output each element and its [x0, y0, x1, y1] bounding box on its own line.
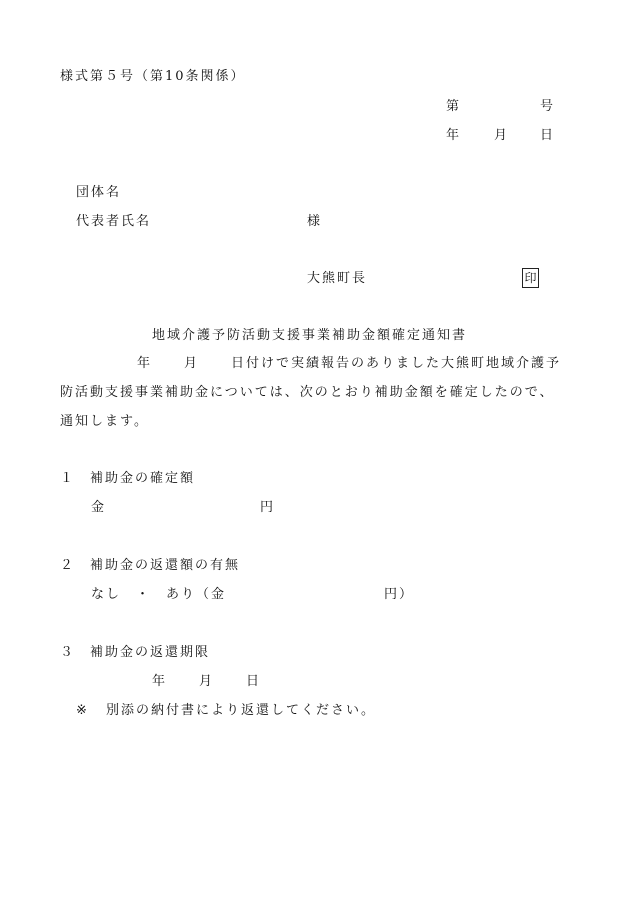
- form-label: 様式第５号（第10条関係）: [60, 69, 246, 84]
- body-line3: 通知します。: [60, 414, 149, 429]
- body-year: 年: [137, 356, 153, 371]
- item-label: 補助金の返還額の有無: [90, 558, 241, 573]
- item-label: 補助金の確定額: [90, 471, 196, 486]
- issue-date-day: 日: [540, 128, 556, 143]
- item-detail: 金: [91, 500, 107, 515]
- deadline-month: 月: [199, 674, 215, 689]
- item-detail: なし ・ あり（金: [91, 587, 227, 602]
- seal-stamp: 印: [522, 268, 539, 288]
- deadline-year: 年: [152, 674, 168, 689]
- note-mark: ※: [76, 703, 89, 718]
- body-line2: 防活動支援事業補助金については、次のとおり補助金額を確定したので、: [60, 385, 555, 400]
- issue-date-year: 年: [446, 128, 462, 143]
- organization-name-label: 団体名: [76, 185, 122, 200]
- item-number: １: [60, 471, 76, 486]
- document-title: 地域介護予防活動支援事業補助金額確定通知書: [152, 328, 468, 343]
- item-detail-unit: 円）: [384, 587, 415, 602]
- honorific-sama: 様: [307, 214, 323, 229]
- item-detail-unit: 円: [260, 500, 276, 515]
- note-text: 別添の納付書により返還してください。: [106, 703, 377, 718]
- deadline-day: 日: [246, 674, 262, 689]
- sender-title: 大熊町長: [307, 271, 368, 286]
- body-line1: 日付けで実績報告のありました大熊町地域介護予: [231, 356, 562, 371]
- item-label: 補助金の返還期限: [90, 645, 211, 660]
- document-number-dai: 第: [446, 99, 462, 114]
- body-month: 月: [184, 356, 200, 371]
- item-number: ３: [60, 645, 76, 660]
- representative-name-label: 代表者氏名: [76, 214, 152, 229]
- document-number-go: 号: [540, 99, 556, 114]
- item-number: ２: [60, 558, 76, 573]
- issue-date-month: 月: [494, 128, 510, 143]
